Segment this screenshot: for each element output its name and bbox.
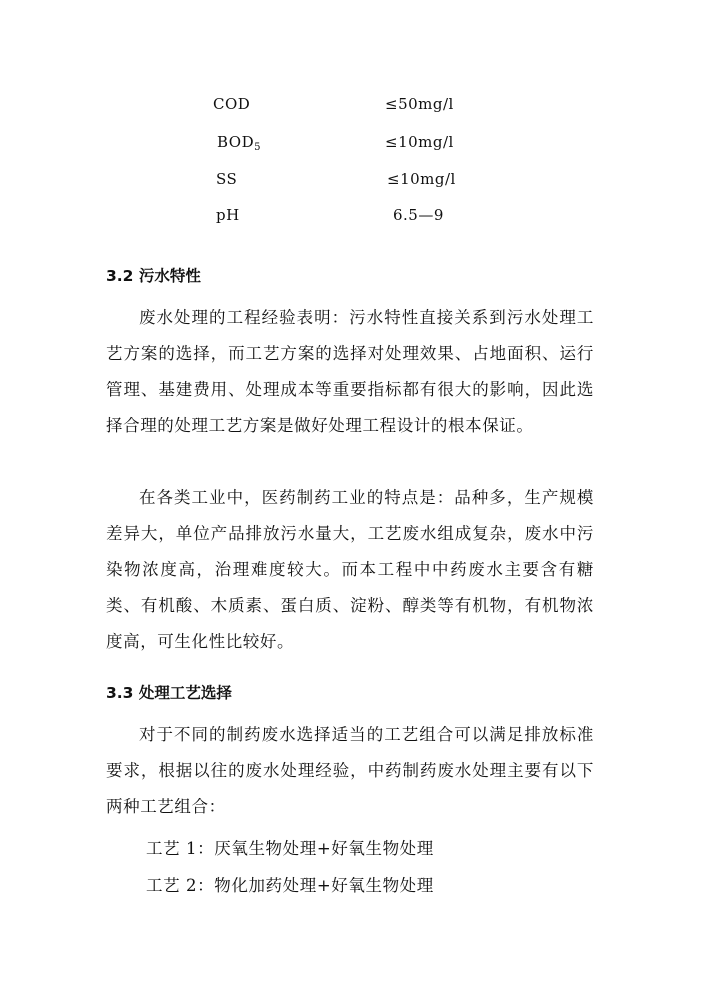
process-option-1: 工艺 1：厌氧生物处理+好氧生物处理: [146, 839, 434, 858]
section-3-3-paragraph-1: 对于不同的制药废水选择适当的工艺组合可以满足排放标准要求，根据以往的废水处理经验，中药制药废水处理主要有以下两种工艺组合：: [106, 725, 594, 816]
standard-name: COD: [213, 95, 251, 113]
section-3-2-title: 3.2 污水特性: [106, 267, 201, 285]
section-3-2-paragraph-2: 在各类工业中，医药制药工业的特点是：品种多，生产规模差异大，单位产品排放污水量大，工艺废水组成复杂，废水中污染物浓度高，治理难度较大。而本工程中中药废水主要含有糖类、有机酸、木质素、蛋白质、淀粉、醇类等有机物，有机物浓度高，可生化性比较好。: [106, 488, 594, 651]
standard-name-text: BOD: [217, 133, 255, 151]
standard-value: ≤50mg/l: [385, 95, 454, 113]
section-3-2-paragraph-1: 废水处理的工程经验表明：污水特性直接关系到污水处理工艺方案的选择，而工艺方案的选择对处理效果、占地面积、运行管理、基建费用、处理成本等重要指标都有很大的影响，因此选择合理的处理工艺方案是做好处理工程设计的根本保证。: [106, 308, 594, 435]
standard-value: ≤10mg/l: [387, 170, 456, 188]
standard-name: pH: [216, 206, 240, 224]
standard-value: 6.5—9: [393, 206, 444, 224]
process-option-2: 工艺 2：物化加药处理+好氧生物处理: [146, 876, 434, 895]
standard-value: ≤10mg/l: [385, 133, 454, 151]
standard-name-subscript: 5: [254, 142, 261, 153]
standard-name: [217, 133, 261, 153]
section-3-3-title: 3.3 处理工艺选择: [106, 684, 232, 702]
standard-name: SS: [216, 170, 238, 188]
